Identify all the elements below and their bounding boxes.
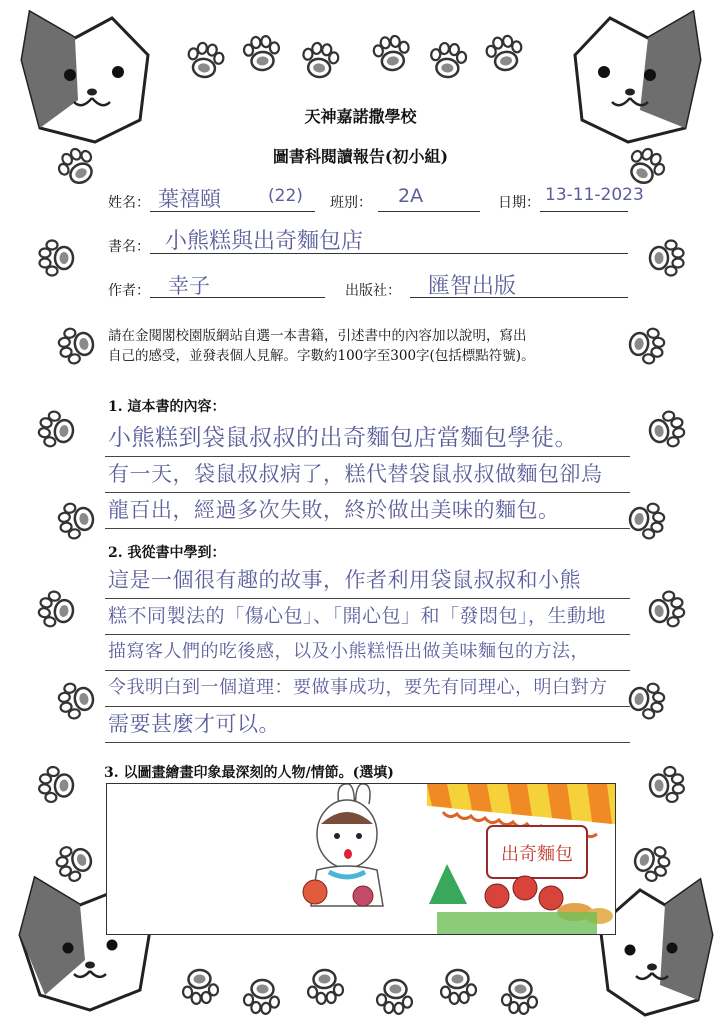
name-value: 葉禧頤	[158, 187, 221, 211]
bakery-shop-icon	[427, 784, 615, 934]
date-value: 13-11-2023	[545, 185, 644, 205]
paw-icon	[37, 143, 101, 885]
instruction-line: 請在金閱閣校園版網站自選一本書籍，引述書中的內容加以說明，寫出	[108, 328, 527, 344]
class-value: 2A	[398, 185, 424, 207]
section-heading: 2. 我從書中學到：	[108, 545, 226, 561]
form-title: 圖書科閱讀報告(初小組)	[272, 147, 449, 166]
class-number: (22)	[268, 186, 303, 206]
date-label: 日期：	[498, 195, 540, 211]
shop-sign-text: 出奇麵包	[501, 844, 573, 865]
writing-line	[105, 742, 630, 743]
section-heading: 3. 以圖畫繪畫印象最深刻的人物/情節。(選填)	[104, 765, 394, 781]
answer-line: 這是一個很有趣的故事，作者利用袋鼠叔叔和小熊	[108, 568, 581, 592]
class-underline	[378, 211, 480, 212]
instruction-line: 自己的感受，並發表個人見解。字數約100字至300字(包括標點符號)。	[108, 348, 535, 364]
paw-icon	[185, 34, 525, 80]
book-value: 小熊糕與出奇麵包店	[165, 229, 364, 254]
cat-face-icon	[600, 880, 712, 1015]
answer-line: 小熊糕到袋鼠叔叔的出奇麵包店當麵包學徒。	[108, 425, 578, 451]
answer-line: 糕不同製法的「傷心包」、「開心包」和「發悶包」，生動地	[108, 605, 607, 627]
answer-line: 需要甚麼才可以。	[108, 712, 280, 736]
author-underline	[150, 297, 325, 298]
answer-line: 有一天，袋鼠叔叔病了，糕代替袋鼠叔叔做麵包卻烏	[108, 462, 603, 486]
answer-line: 令我明白到一個道理：要做事成功，要先有同理心，明白對方	[108, 677, 608, 698]
name-underline	[150, 211, 315, 212]
name-label: 姓名：	[108, 195, 150, 211]
class-label: 班別：	[330, 195, 372, 211]
publisher-label: 出版社：	[345, 283, 401, 299]
school-name: 天神嘉諾撒學校	[304, 107, 417, 126]
student-drawing	[107, 784, 615, 934]
paw-icon	[622, 143, 686, 885]
paw-icon	[181, 969, 538, 1015]
rabbit-character-icon	[303, 784, 383, 906]
author-label: 作者：	[108, 283, 150, 299]
author-value: 幸子	[168, 274, 210, 298]
drawing-frame	[106, 783, 616, 935]
book-underline	[150, 253, 628, 254]
publisher-underline	[410, 297, 628, 298]
answer-line: 龍百出，經過多次失敗，終於做出美味的麵包。	[108, 498, 560, 522]
section-heading: 1. 這本書的內容：	[108, 399, 226, 415]
date-underline	[540, 211, 628, 212]
answer-line: 描寫客人們的吃後感，以及小熊糕悟出做美味麵包的方法，	[108, 641, 589, 662]
book-label: 書名：	[108, 239, 150, 255]
publisher-value: 匯智出版	[428, 274, 517, 299]
writing-line	[105, 528, 630, 529]
